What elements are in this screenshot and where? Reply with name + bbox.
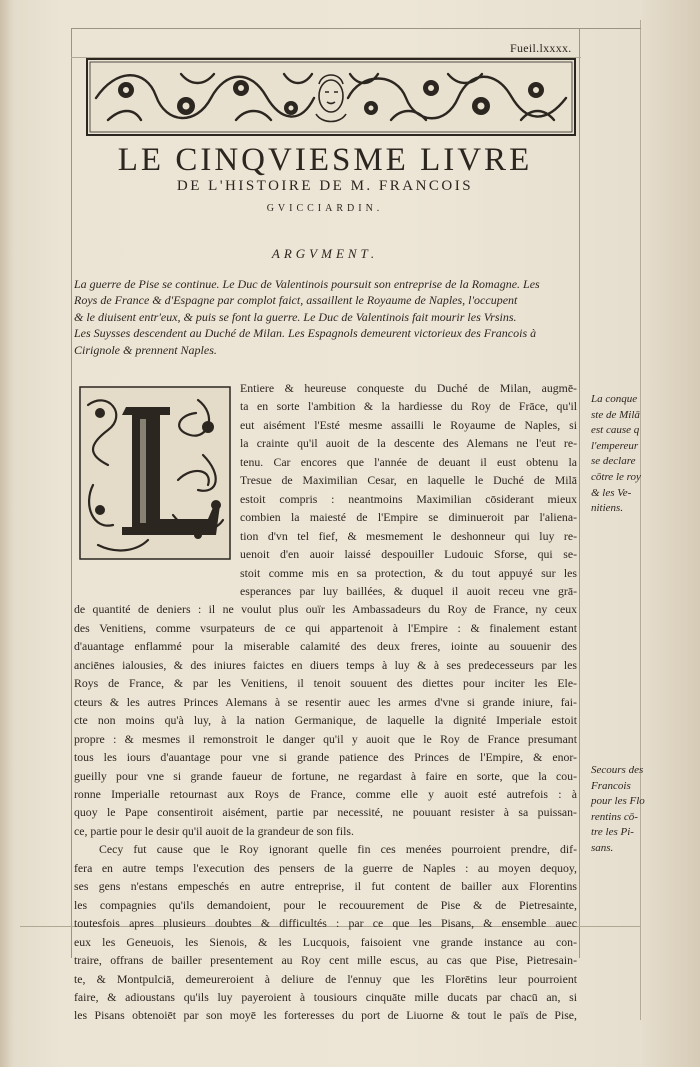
- text-line: esperances par luy baillées, & duquel il auoit receu vne grā-: [240, 583, 577, 598]
- argument-line: & le diuisent entr'eux, & puis se font la guerre. Le Duc de Valentinois fait mourir les Vrsins.: [74, 309, 517, 324]
- text-line: estoit compris : neantmoins Maximilian cōsiderant mieux: [240, 491, 577, 506]
- book-subtitle: DE L'HISTOIRE DE M. FRANCOIS: [176, 178, 474, 194]
- margin-note-line: cōtre le roy: [591, 470, 641, 483]
- text-line: la crainte qu'il auoit de la descente des Alemans ne l'eut re-: [240, 436, 577, 451]
- text-line: ses gens n'estans empeschés en autre entreprise, il fut content de bailler aux Florentins: [74, 879, 577, 894]
- text-line: eut aisément l'Esté mesme assailli le Royaume de Naples, si: [240, 417, 577, 432]
- margin-note: [591, 392, 651, 517]
- book-title: LE CINQVIESME LIVRE: [117, 142, 533, 178]
- text-line: les compagnies qu'ils demandoient, pour le recouurement de Pise & de Pietresainte,: [74, 897, 577, 912]
- text-line: gueilly pour vne si grande faueur de fortune, ne regardast à faire en sorte, que la cou-: [74, 768, 577, 783]
- text-line: combien la maiesté de l'Empire se diminueroit par l'aliena-: [240, 510, 577, 525]
- margin-note-line: sans.: [591, 841, 614, 854]
- margin-note-line: pour les Flo: [591, 795, 645, 808]
- text-line: te, & Montpulciā, demeureroient à deliure de l'ennuy que les Florētins leur pourroient: [74, 971, 577, 986]
- text-line: tion d'vn tel fief, & mesmement le deshonneur qui luy re-: [240, 528, 577, 543]
- margin-note-line: se declare: [591, 455, 636, 468]
- folio-number: Fueil.lxxxx.: [510, 41, 572, 55]
- text-line: Cecy fut cause que le Roy ignorant quelle fin ces menées pourroient prendre, dif-: [99, 842, 577, 857]
- top-rule: [71, 28, 641, 29]
- margin-note-line: nitiens.: [591, 502, 624, 515]
- text-line: ronne Imperialle retournast aux Roys de France, comme elle y auoit esté autrefois : à: [74, 786, 577, 801]
- margin-note-line: La conque: [591, 393, 638, 405]
- margin-note-line: ste de Milā: [591, 408, 640, 421]
- outer-margin-rule: [640, 20, 641, 1020]
- text-line: tenu. Car encores que l'année de deuant il eust obtenu la: [240, 454, 577, 469]
- argument-summary: [74, 276, 579, 358]
- argument-heading: ARGVMENT.: [271, 246, 379, 261]
- text-line: de quantité de deniers : il ne voulut plus ouïr les Ambassadeurs du Roy de France, ny ceux: [74, 602, 577, 617]
- argument-line: Roys de France & d'Espagne par complot faict, assaillent le Royaume de Naples, l'occupent: [74, 293, 518, 308]
- margin-note-line: Francois: [591, 779, 631, 792]
- text-line: fera en autre temps l'execution des pensers de la guerre de Naples : au moyen dequoy,: [74, 860, 577, 875]
- text-line: eux les Geneuois, les Sienois, & les Lucquois, faisoient vne grande instance au con-: [74, 934, 577, 949]
- text-line: Entiere & heureuse conqueste du Duché de Milan, augmē-: [240, 381, 577, 395]
- margin-note-line: & les Ve-: [591, 486, 632, 499]
- text-line: toutesfois apres plusieurs doubtes & difficultés : par ce que les Pisans, & ensemble auec: [74, 916, 577, 931]
- body-text: [74, 379, 577, 1025]
- text-line: ta en sorte l'ambition & la hardiesse du Roy de Frāce, qu'il: [240, 399, 577, 414]
- text-line: traire, offrans de bailler presentement au Roy cent mille escus, au cas que Pise, Pietresain-: [74, 953, 577, 968]
- text-line: propre : & mesmes il remonstroit le danger qu'il y auoit que le Roy de France presumant: [74, 731, 577, 746]
- text-line: cteurs & les autres Princes Alemans à se resentir auec les armes d'vne si grande iniure, fai-: [74, 694, 577, 709]
- text-line: des Venitiens, comme vsurpateurs de ce qui appartenoit à l'Empire : & finalement estant: [74, 620, 577, 635]
- text-line: uenoit d'en auoir laissé despouiller Ludouic Sforse, qui se-: [240, 547, 577, 562]
- text-line: les Pisans obtenoiēt par son moyē les forteresses du port de Liuorne & tout le païs de Pise,: [74, 1008, 577, 1023]
- text-line: d'auantage enflammé pour la miserable calamité des deux freres, iointe au souuenir des: [74, 639, 577, 654]
- argument-line: Les Suysses descendent au Duché de Milan. Les Espagnols demeurent victorieux des Francois à: [74, 326, 537, 341]
- text-line: cte non moins qu'à luy, à la nation Germanique, de laquelle la dignité Imperiale estoit: [74, 713, 577, 728]
- argument-line: Cirignole & prennent Naples.: [74, 342, 217, 357]
- margin-note-line: Secours des: [591, 764, 644, 776]
- author-name: GVICCIARDIN.: [266, 203, 384, 214]
- margin-note-line: est cause q: [591, 424, 640, 437]
- margin-note-line: tre les Pi-: [591, 826, 634, 839]
- text-line: quoy le Pape consentiroit aisément, partie par necessité, ne pouuant resister à sa puissan-: [74, 805, 577, 820]
- text-line: Tresue de Maximilian Cesar, en laquelle le Duché de Milā: [240, 473, 577, 488]
- text-line: ce, partie pour le desir qu'il auoit de la grandeur de son fils.: [74, 823, 354, 838]
- text-line: tous les iours d'auantage pour vne si grande patience des Princes de l'Empire, & enor-: [74, 750, 577, 765]
- margin-note-line: rentins cō-: [591, 810, 638, 823]
- text-line: stoit comme mis en sa protection, & du tout appuyé sur les: [240, 565, 577, 580]
- ornamental-headpiece: [86, 58, 576, 136]
- text-line: anciēnes ialousies, & des iniures faictes en diuers temps à luy & à ses predecesseurs par les: [74, 657, 577, 672]
- text-line: faire, & adioustans qu'ils luy payeroient à tousiours cinquāte mille ducats par chacū an, si: [74, 989, 577, 1004]
- argument-line: La guerre de Pise se continue. Le Duc de Valentinois poursuit son entreprise de la Romagne. Les: [74, 277, 540, 291]
- margin-note-line: l'empereur: [591, 439, 639, 452]
- margin-note: [591, 763, 651, 857]
- text-line: Roys de France, & par les Venitiens, il tenoit souuent des diettes pour inciter les Ele-: [74, 676, 577, 691]
